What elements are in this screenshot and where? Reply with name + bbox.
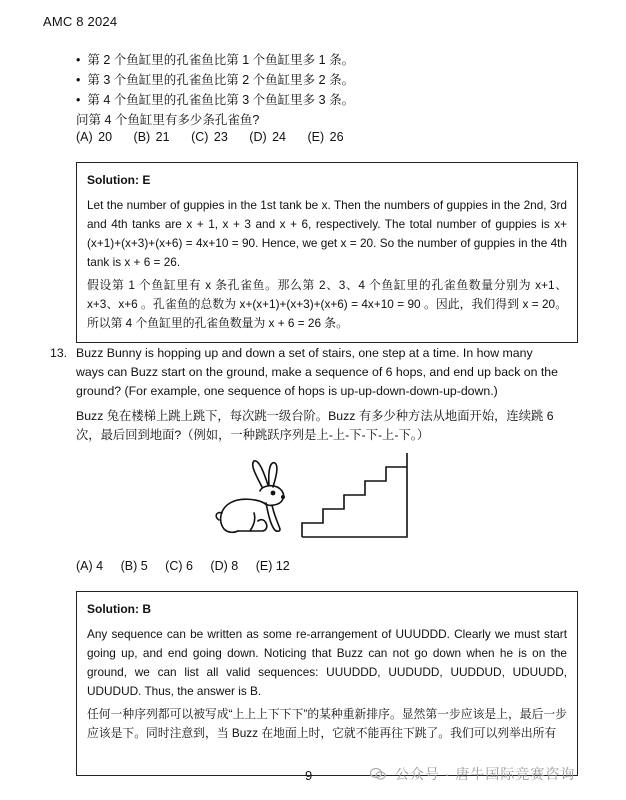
answer-choices-2 <box>76 559 304 573</box>
problem-number: 13. <box>50 346 68 360</box>
choice-d: (D) 8 <box>210 559 239 573</box>
choice-b: (B) 21 <box>133 130 170 144</box>
bunny-stairs-figure <box>210 447 410 547</box>
bunny-icon <box>216 461 284 533</box>
problem-13 <box>50 344 558 445</box>
solution-title: Solution: B <box>87 602 151 616</box>
question-text: 问第 4 个鱼缸里有多少条孔雀鱼? <box>76 113 260 127</box>
bullet-list <box>76 50 354 130</box>
choice-c: (C) 23 <box>191 130 228 144</box>
answer-choices-1 <box>76 130 360 144</box>
choice-a: (A) 20 <box>76 130 113 144</box>
stairs-shape <box>302 453 407 537</box>
solution-box-2 <box>76 591 578 776</box>
page-header: AMC 8 2024 <box>43 14 118 29</box>
watermark-text: 公众号 · 唐牛国际竞赛咨询 <box>394 766 576 782</box>
problem-chinese: Buzz 兔在楼梯上跳上跳下，每次跳一级台阶。Buzz 有多少种方法从地面开始，连续跳 6 次，最后回到地面?（例如，一种跳跃序列是上-上-下-下-上-下。） <box>76 409 554 442</box>
solution-english: Let the number of guppies in the 1st tank be x. Then the numbers of guppies in the 2nd, 3rd and 4th tanks are x + 1, x + 3 and x + 6, respectively. The total number of guppies is x+(x+1)+(x+3)+(x+6) = 4x+10 = 90. Hence, we get x = 20. So the number of guppies in the 4th tank is x + 6 = 26. <box>87 198 567 269</box>
choice-d: (D) 24 <box>249 130 287 144</box>
choice-b: (B) 5 <box>120 559 148 573</box>
bullet-item: • 第 2 个鱼缸里的孔雀鱼比第 1 个鱼缸里多 1 条。 <box>76 50 354 70</box>
solution-chinese: 假设第 1 个鱼缸里有 x 条孔雀鱼。那么第 2、3、4 个鱼缸里的孔雀鱼数量分别为 x+1、x+3、x+6 。孔雀鱼的总数为 x+(x+1)+(x+3)+(x+6) = 4x+10 = 90 。因此，我们得到 x = 20。所以第 4 个鱼缸里的孔雀鱼数量为 x + 6 = 26 条。 <box>87 278 567 330</box>
problem-english: Buzz Bunny is hopping up and down a set of stairs, one step at a time. In how many ways can Buzz start on the ground, make a sequence of 6 hops, and end up back on the ground? (For example, one sequence of hops is up-up-down-down-up-down.) <box>76 346 558 398</box>
solution-title: Solution: E <box>87 173 151 187</box>
solution-chinese: 任何一种序列都可以被写成“上上上下下下”的某种重新排序。显然第一步应该是上，最后一步应该是下。同时注意到，当 Buzz 在地面上时，它就不能再往下跳了。我们可以列举出所有 <box>87 707 567 740</box>
choice-c: (C) 6 <box>165 559 193 573</box>
watermark <box>370 764 575 784</box>
wechat-icon <box>370 767 386 784</box>
bullet-item: • 第 4 个鱼缸里的孔雀鱼比第 3 个鱼缸里多 3 条。 <box>76 90 354 110</box>
bullet-item: • 第 3 个鱼缸里的孔雀鱼比第 2 个鱼缸里多 2 条。 <box>76 70 354 90</box>
choice-e: (E) 12 <box>255 559 290 573</box>
choice-e: (E) 26 <box>307 130 344 144</box>
solution-english: Any sequence can be written as some re-arrangement of UUUDDD. Clearly we must start going up, and end going down. Noticing that Buzz can not go down when he is on the ground, we can list all valid sequences: UUUDDD, UUDUDD, UUDDUD, UDUUDD, UDUDUD. Thus, the answer is B. <box>87 627 567 698</box>
solution-box-1 <box>76 162 578 343</box>
choice-a: (A) 4 <box>76 559 104 573</box>
page-number: 9 <box>305 768 313 783</box>
bunny-stairs-illustration <box>210 447 410 542</box>
